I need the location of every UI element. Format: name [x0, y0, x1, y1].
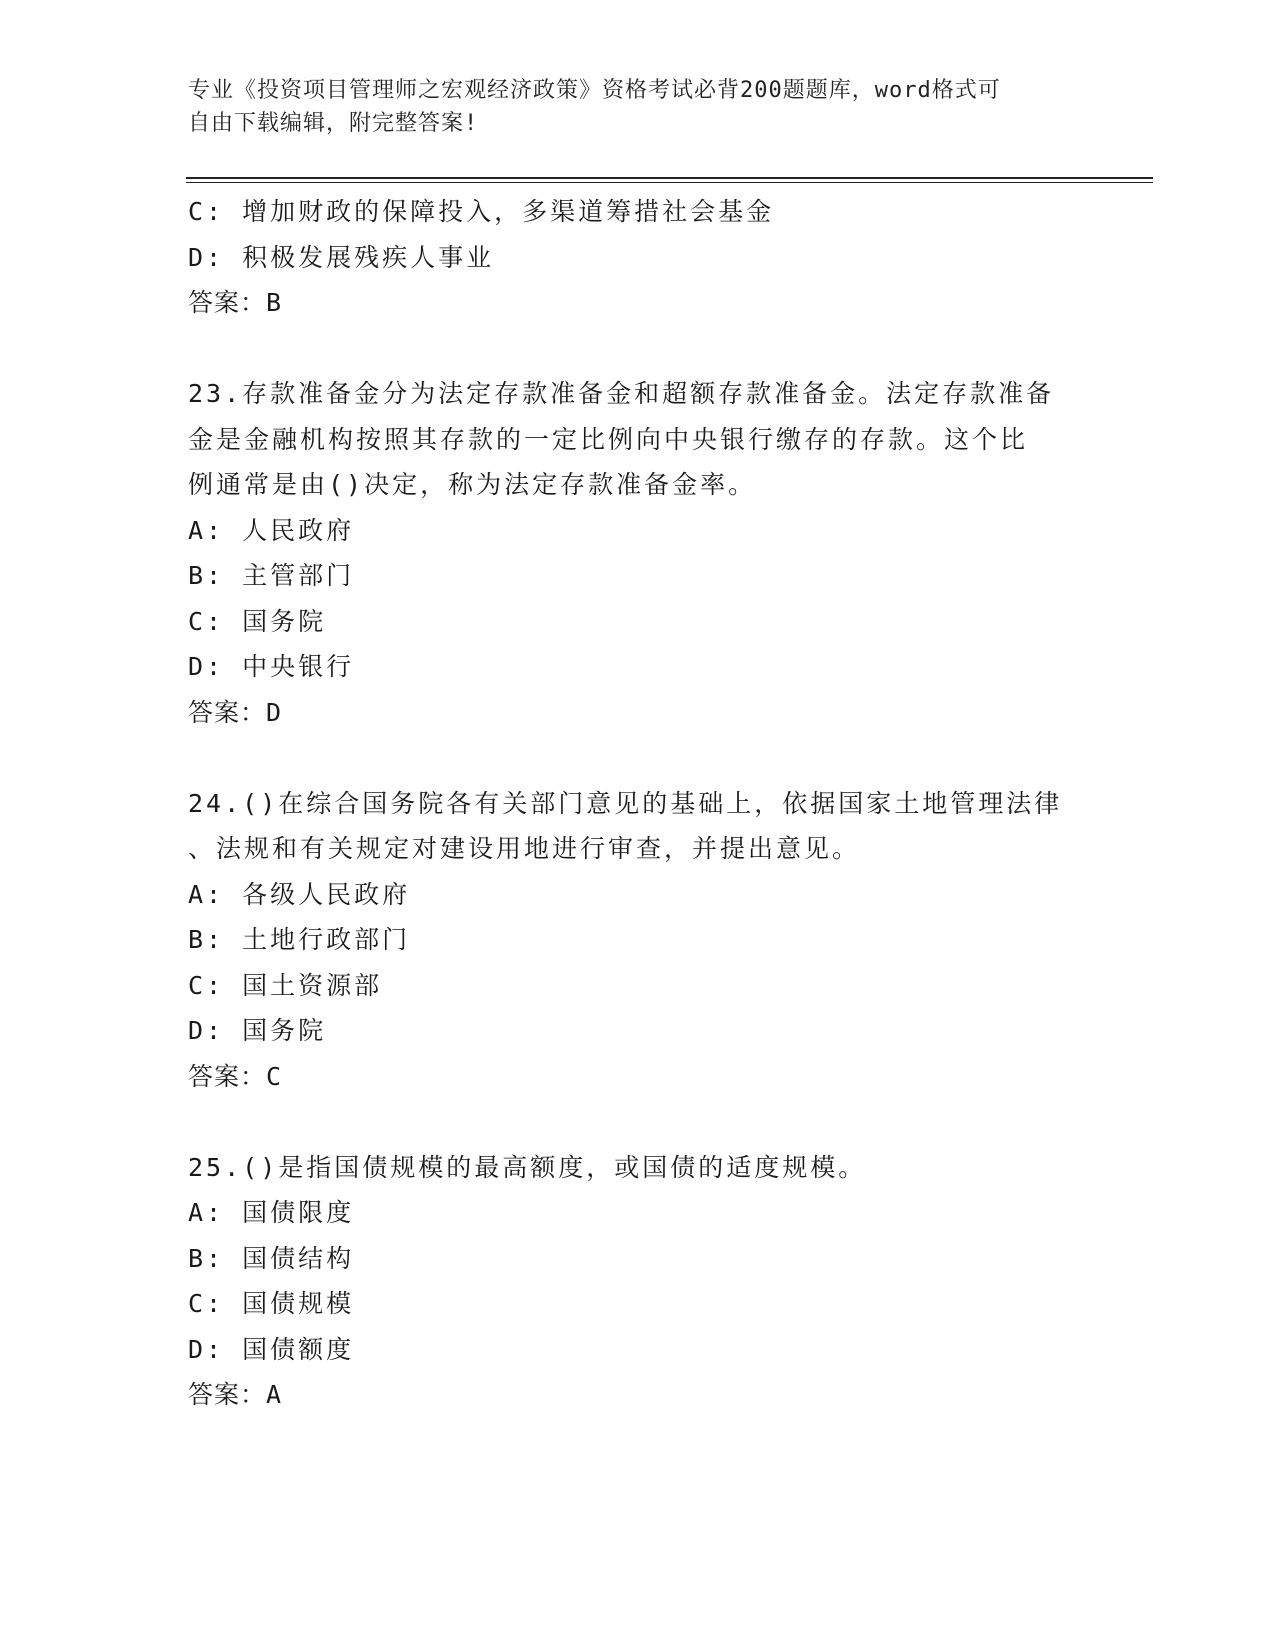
question-stem-line: 例通常是由()决定，称为法定存款准备金率。: [188, 470, 757, 499]
question-25: [188, 1145, 1088, 1418]
option-c: C: 国债规模: [188, 1289, 355, 1318]
header-divider-thick: [186, 177, 1153, 179]
option-a: A: 各级人民政府: [188, 879, 411, 909]
question-stem-line: 、法规和有关规定对建设用地进行审查，并提出意见。: [188, 834, 861, 863]
question-stem-line: 23.存款准备金分为法定存款准备金和超额存款准备金。法定存款准备: [188, 379, 1055, 408]
option-c: C: 国务院: [188, 606, 327, 636]
spacer: [188, 1099, 1088, 1145]
answer: 答案：B: [188, 288, 283, 317]
option-d: D: 积极发展残疾人事业: [188, 242, 495, 272]
option-c: C: 增加财政的保障投入，多渠道筹措社会基金: [188, 197, 775, 226]
question-24: [188, 781, 1088, 1100]
option-a: A: 国债限度: [188, 1198, 355, 1227]
option-d: D: 国务院: [188, 1016, 327, 1045]
answer: 答案：A: [188, 1380, 283, 1409]
document-header: [188, 74, 1088, 140]
question-23: [188, 371, 1088, 735]
question-list: [188, 189, 1088, 1418]
option-b: B: 土地行政部门: [188, 925, 411, 954]
spacer: [188, 326, 1088, 372]
header-line-1: 专业《投资项目管理师之宏观经济政策》资格考试必背200题题库，word格式可: [188, 78, 1001, 103]
option-a: A: 人民政府: [188, 515, 355, 545]
option-b: B: 主管部门: [188, 561, 355, 590]
spacer: [188, 735, 1088, 781]
option-b: B: 国债结构: [188, 1243, 355, 1273]
question-22-continued: [188, 189, 1088, 326]
header-line-2: 自由下载编辑，附完整答案!: [188, 111, 479, 136]
question-stem-line: 24.()在综合国务院各有关部门意见的基础上，依据国家土地管理法律: [188, 788, 1063, 818]
answer: 答案：C: [188, 1061, 283, 1091]
question-stem-line: 25.()是指国债规模的最高额度，或国债的适度规模。: [188, 1152, 867, 1182]
header-divider-thin: [186, 182, 1153, 183]
answer: 答案：D: [188, 697, 283, 727]
option-c: C: 国土资源部: [188, 970, 383, 1000]
option-d: D: 国债额度: [188, 1334, 355, 1364]
question-stem-line: 金是金融机构按照其存款的一定比例向中央银行缴存的存款。这个比: [188, 424, 1029, 454]
option-d: D: 中央银行: [188, 652, 355, 681]
